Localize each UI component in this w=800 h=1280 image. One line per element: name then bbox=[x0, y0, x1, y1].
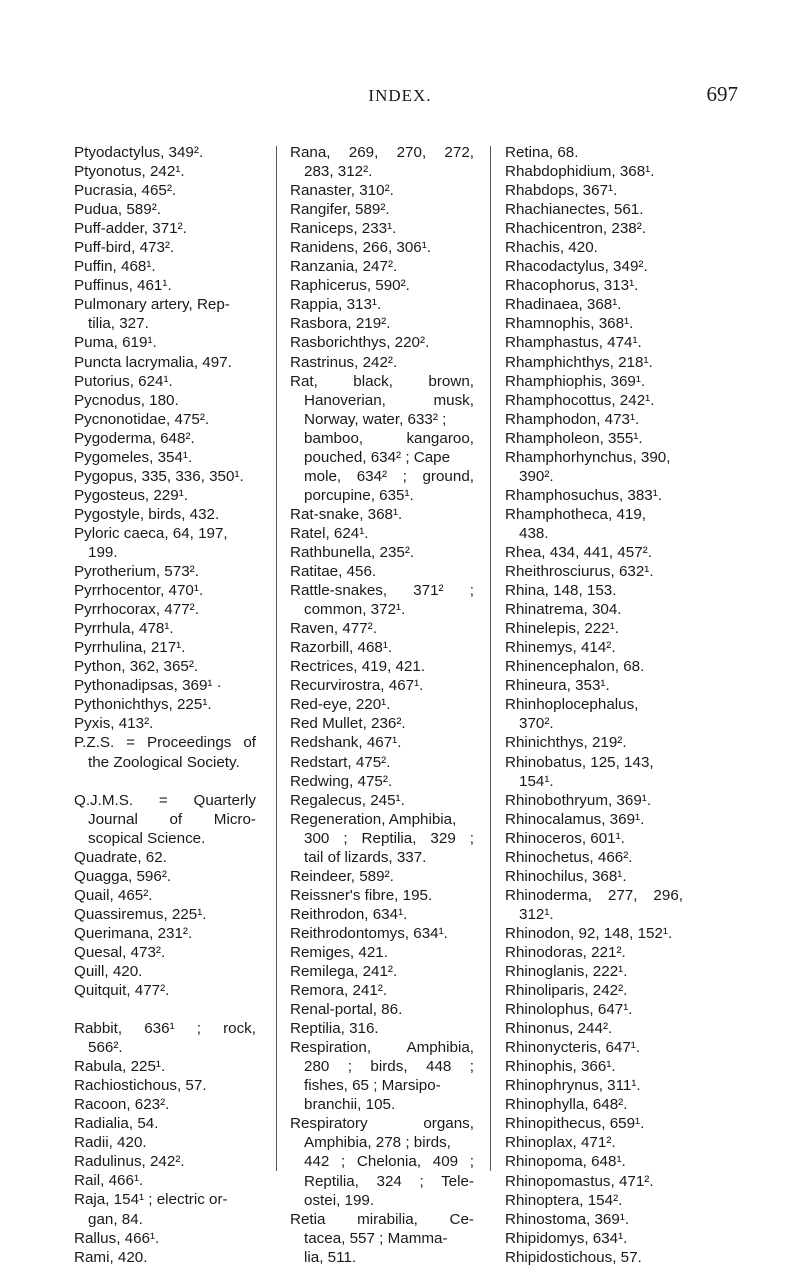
index-entry-continuation: 312¹. bbox=[519, 905, 554, 923]
index-entry: Rhamphotheca, 419, bbox=[505, 505, 647, 523]
index-entry: Quill, 420. bbox=[74, 962, 143, 980]
index-entry-continuation: 300 ; Reptilia, 329 ; bbox=[304, 829, 474, 847]
index-entry-continuation: the Zoological Society. bbox=[88, 753, 240, 771]
index-entry: Puma, 619¹. bbox=[74, 334, 157, 352]
index-entry: Quadrate, 62. bbox=[74, 848, 167, 866]
index-entry: Reindeer, 589². bbox=[290, 867, 394, 885]
index-entry: Razorbill, 468¹. bbox=[290, 639, 393, 657]
index-entry: Rhinocalamus, 369¹. bbox=[505, 810, 645, 828]
index-entry: Rhinophis, 366¹. bbox=[505, 1058, 616, 1076]
index-entry: Red Mullet, 236². bbox=[290, 715, 406, 733]
index-entry: Remiges, 421. bbox=[290, 943, 388, 961]
index-entry: Pyrrhocorax, 477². bbox=[74, 601, 199, 619]
index-entry: Pyloric caeca, 64, 197, bbox=[74, 524, 228, 542]
index-entry: Rhinichthys, 219². bbox=[505, 734, 627, 752]
index-entry: Raniceps, 233¹. bbox=[290, 220, 397, 238]
page-number: 697 bbox=[706, 82, 738, 106]
index-entry: Rana, 269, 270, 272, bbox=[290, 144, 474, 161]
index-entry: Rhabdops, 367¹. bbox=[505, 182, 618, 200]
index-entry: Ranaster, 310². bbox=[290, 182, 394, 200]
index-entry: Raja, 154¹ ; electric or- bbox=[74, 1191, 228, 1209]
index-entry: Reithrodon, 634¹. bbox=[290, 905, 408, 923]
index-entry: Rhinemys, 414². bbox=[505, 639, 616, 657]
index-entry: Rhinodoras, 221². bbox=[505, 943, 626, 961]
index-entry: Respiration, Amphibia, bbox=[290, 1039, 474, 1057]
index-entry: Rhinoderma, 277, 296, bbox=[505, 886, 683, 904]
index-entry-continuation: lia, 511. bbox=[304, 1248, 357, 1266]
index-entry: Rhipidostichous, 57. bbox=[505, 1248, 642, 1266]
index-entry: Quassiremus, 225¹. bbox=[74, 905, 207, 923]
index-entry-continuation: Reptilia, 324 ; Tele- bbox=[304, 1172, 474, 1190]
index-entry-continuation: Hanoverian, musk, bbox=[304, 391, 474, 409]
index-column-3 bbox=[505, 143, 683, 1267]
index-entry: Querimana, 231². bbox=[74, 924, 193, 942]
index-entry-continuation: ostei, 199. bbox=[304, 1191, 375, 1209]
index-entry: Rhinatrema, 304. bbox=[505, 601, 622, 619]
page-title: INDEX. bbox=[368, 86, 432, 105]
index-entry: Rhachis, 420. bbox=[505, 239, 598, 257]
index-entry: Rhamphodon, 473¹. bbox=[505, 410, 640, 428]
index-entry: Rhinhoplocephalus, bbox=[505, 696, 639, 714]
index-entry: Rhachianectes, 561. bbox=[505, 201, 644, 219]
index-entry: Rhinoplax, 471². bbox=[505, 1134, 616, 1152]
index-entry: Rasborichthys, 220². bbox=[290, 334, 430, 352]
index-entry: Pyrrhulina, 217¹. bbox=[74, 639, 186, 657]
index-entry: Racoon, 623². bbox=[74, 1096, 170, 1114]
index-column-2 bbox=[290, 143, 474, 1267]
index-entry: Regeneration, Amphibia, bbox=[290, 810, 457, 828]
index-entry: Rhinolophus, 647¹. bbox=[505, 1001, 633, 1019]
index-entry: Rail, 466¹. bbox=[74, 1172, 144, 1190]
index-entry: Ptyonotus, 242¹. bbox=[74, 163, 185, 181]
index-entry: Rhinoceros, 601¹. bbox=[505, 829, 625, 847]
index-entry: Rhinonycteris, 647¹. bbox=[505, 1039, 641, 1057]
index-entry: Ratel, 624¹. bbox=[290, 524, 369, 542]
index-entry: Radialia, 54. bbox=[74, 1115, 159, 1133]
index-entry: Rachiostichous, 57. bbox=[74, 1077, 207, 1095]
index-entry: Reptilia, 316. bbox=[290, 1020, 379, 1038]
index-entry: Rhamphocottus, 242¹. bbox=[505, 391, 655, 409]
index-entry-continuation: 438. bbox=[519, 524, 549, 542]
index-entry: Rhamphorhynchus, 390, bbox=[505, 448, 671, 466]
index-entry-continuation: branchii, 105. bbox=[304, 1096, 396, 1114]
index-entry: Redwing, 475². bbox=[290, 772, 393, 790]
index-entry: Rheithrosciurus, 632¹. bbox=[505, 563, 654, 581]
index-entry: Pygopus, 335, 336, 350¹. bbox=[74, 467, 244, 485]
index-entry: Rhamphastus, 474¹. bbox=[505, 334, 642, 352]
index-entry: Pyrrhula, 478¹. bbox=[74, 620, 174, 638]
index-entry: Rallus, 466¹. bbox=[74, 1229, 160, 1247]
column-divider bbox=[276, 146, 277, 1171]
index-entry: Q.J.M.S. = Quarterly bbox=[74, 791, 256, 809]
index-entry: Rabbit, 636¹ ; rock, bbox=[74, 1020, 256, 1038]
index-entry: Rabula, 225¹. bbox=[74, 1058, 166, 1076]
index-entry: Rhacodactylus, 349². bbox=[505, 258, 648, 276]
index-entry: Ranidens, 266, 306¹. bbox=[290, 239, 432, 257]
index-entry-continuation: Journal of Micro- bbox=[88, 810, 256, 828]
index-entry: Rectrices, 419, 421. bbox=[290, 658, 426, 676]
index-entry: Rasbora, 219². bbox=[290, 315, 391, 333]
index-entry: Remilega, 241². bbox=[290, 963, 398, 981]
index-entry: Pulmonary artery, Rep- bbox=[74, 296, 230, 314]
index-entry-continuation: 566². bbox=[88, 1039, 123, 1057]
index-entry: Redstart, 475². bbox=[290, 753, 391, 771]
index-entry: Renal-portal, 86. bbox=[290, 1001, 403, 1019]
index-entry: Red-eye, 220¹. bbox=[290, 696, 391, 714]
index-entry: Pygoderma, 648². bbox=[74, 429, 195, 447]
index-entry: Pyxis, 413². bbox=[74, 715, 154, 733]
index-entry: Pycnodus, 180. bbox=[74, 391, 179, 409]
index-entry: Ratitae, 456. bbox=[290, 563, 377, 581]
index-entry-continuation: 154¹. bbox=[519, 772, 554, 790]
index-entry: Rhina, 148, 153. bbox=[505, 582, 617, 600]
index-entry: Puff-adder, 371². bbox=[74, 220, 187, 238]
index-entry: Rathbunella, 235². bbox=[290, 543, 415, 561]
index-entry: Rhinophylla, 648². bbox=[505, 1096, 628, 1114]
index-entry: Pythonadipsas, 369¹ · bbox=[74, 677, 222, 695]
index-entry-continuation: mole, 634² ; ground, bbox=[304, 467, 474, 485]
index-entry: Puffin, 468¹. bbox=[74, 258, 156, 276]
index-entry: Retia mirabilia, Ce- bbox=[290, 1210, 474, 1228]
index-entry-continuation: tacea, 557 ; Mamma- bbox=[304, 1229, 448, 1247]
index-entry: Retina, 68. bbox=[505, 144, 579, 161]
index-entry: Python, 362, 365². bbox=[74, 658, 199, 676]
index-entry: Puff-bird, 473². bbox=[74, 239, 175, 257]
index-entry: Pycnonotidae, 475². bbox=[74, 410, 210, 428]
index-entry: P.Z.S. = Proceedings of bbox=[74, 734, 256, 752]
index-entry-continuation: gan, 84. bbox=[88, 1210, 143, 1228]
index-entry-continuation: 283, 312². bbox=[304, 163, 373, 181]
index-entry: Rhinonus, 244². bbox=[505, 1020, 613, 1038]
index-entry: Rhinelepis, 222¹. bbox=[505, 620, 619, 638]
index-entry-continuation: scopical Science. bbox=[88, 829, 206, 847]
index-entry: Pygostyle, birds, 432. bbox=[74, 505, 220, 523]
index-entry-continuation: 370². bbox=[519, 715, 554, 733]
index-entry: Quitquit, 477². bbox=[74, 982, 170, 1000]
index-entry: Rhineura, 353¹. bbox=[505, 677, 610, 695]
index-entry: Rappia, 313¹. bbox=[290, 296, 382, 314]
index-entry: Rhampholeon, 355¹. bbox=[505, 429, 643, 447]
index-entry: Rangifer, 589². bbox=[290, 201, 390, 219]
index-entry: Rhinoglanis, 222¹. bbox=[505, 963, 628, 981]
index-entry: Puffinus, 461¹. bbox=[74, 277, 172, 295]
index-entry: Rhinodon, 92, 148, 152¹. bbox=[505, 924, 673, 942]
index-entry: Rhipidomys, 634¹. bbox=[505, 1229, 628, 1247]
index-entry: Pucrasia, 465². bbox=[74, 182, 177, 200]
index-entry: Redshank, 467¹. bbox=[290, 734, 402, 752]
index-entry: Radii, 420. bbox=[74, 1134, 147, 1152]
index-entry: Rhinopomastus, 471². bbox=[505, 1172, 654, 1190]
index-entry-continuation: tilia, 327. bbox=[88, 315, 149, 333]
index-entry: Rhinochilus, 368¹. bbox=[505, 867, 627, 885]
column-divider bbox=[490, 146, 491, 1171]
index-entry-continuation: 442 ; Chelonia, 409 ; bbox=[304, 1153, 474, 1171]
index-entry: Rhinopithecus, 659¹. bbox=[505, 1115, 645, 1133]
index-entry: Pyrrhocentor, 470¹. bbox=[74, 582, 204, 600]
index-entry: Raphicerus, 590². bbox=[290, 277, 410, 295]
index-entry: Rhinochetus, 466². bbox=[505, 848, 633, 866]
index-entry: Recurvirostra, 467¹. bbox=[290, 677, 424, 695]
index-entry: Rhabdophidium, 368¹. bbox=[505, 163, 655, 181]
index-entry: Rhinopoma, 648¹. bbox=[505, 1153, 626, 1171]
index-column-1 bbox=[74, 143, 256, 1267]
index-entry: Radulinus, 242². bbox=[74, 1153, 185, 1171]
index-entry: Rhea, 434, 441, 457². bbox=[505, 543, 652, 561]
index-entry: Quesal, 473². bbox=[74, 943, 166, 961]
index-entry: Rhinophrynus, 311¹. bbox=[505, 1077, 641, 1095]
index-entry: Rhinostoma, 369¹. bbox=[505, 1210, 630, 1228]
index-entry: Rat-snake, 368¹. bbox=[290, 505, 403, 523]
index-entry: Rattle-snakes, 371² ; bbox=[290, 582, 474, 600]
index-entry: Rhamphosuchus, 383¹. bbox=[505, 486, 663, 504]
index-entry: Pudua, 589². bbox=[74, 201, 161, 219]
index-entry-continuation: 199. bbox=[88, 543, 118, 561]
index-entry: Pyrotherium, 573². bbox=[74, 563, 199, 581]
index-entry: Putorius, 624¹. bbox=[74, 372, 173, 390]
index-entry: Rhinobothryum, 369¹. bbox=[505, 791, 652, 809]
index-entry-continuation: pouched, 634² ; Cape bbox=[304, 448, 451, 466]
index-entry-continuation: fishes, 65 ; Marsipo- bbox=[304, 1077, 441, 1095]
index-entry: Reithrodontomys, 634¹. bbox=[290, 924, 448, 942]
index-entry: Pygomeles, 354¹. bbox=[74, 448, 193, 466]
index-entry-continuation: common, 372¹. bbox=[304, 601, 406, 619]
index-entry: Rhinencephalon, 68. bbox=[505, 658, 645, 676]
index-entry: Rhamphiophis, 369¹. bbox=[505, 372, 646, 390]
index-entry-continuation: tail of lizards, 337. bbox=[304, 848, 427, 866]
index-entry: Rhamnophis, 368¹. bbox=[505, 315, 634, 333]
index-entry: Pythonichthys, 225¹. bbox=[74, 696, 212, 714]
index-entry: Rhadinaea, 368¹. bbox=[505, 296, 622, 314]
index-entry: Rhinoliparis, 242². bbox=[505, 982, 628, 1000]
index-entry: Reissner's fibre, 195. bbox=[290, 886, 433, 904]
index-entry: Quagga, 596². bbox=[74, 867, 172, 885]
index-entry: Rhachicentron, 238². bbox=[505, 220, 646, 238]
index-entry: Ranzania, 247². bbox=[290, 258, 398, 276]
page-header bbox=[0, 82, 800, 116]
index-entry-continuation: bamboo, kangaroo, bbox=[304, 429, 474, 447]
index-entry-continuation: Norway, water, 633² ; bbox=[304, 410, 447, 428]
index-entry: Rami, 420. bbox=[74, 1248, 148, 1266]
index-entry: Pygosteus, 229¹. bbox=[74, 486, 188, 504]
index-entry: Puncta lacrymalia, 497. bbox=[74, 353, 232, 371]
index-entry: Regalecus, 245¹. bbox=[290, 791, 405, 809]
index-entry-continuation: 390². bbox=[519, 467, 554, 485]
index-entry: Respiratory organs, bbox=[290, 1115, 474, 1133]
index-entry: Raven, 477². bbox=[290, 620, 377, 638]
index-entry: Rhinobatus, 125, 143, bbox=[505, 753, 654, 771]
index-entry-continuation: porcupine, 635¹. bbox=[304, 486, 414, 504]
index-entry: Rhamphichthys, 218¹. bbox=[505, 353, 653, 371]
index-entry: Remora, 241². bbox=[290, 982, 388, 1000]
index-entry: Rhacophorus, 313¹. bbox=[505, 277, 639, 295]
index-entry: Rhinoptera, 154². bbox=[505, 1191, 623, 1209]
index-entry: Rat, black, brown, bbox=[290, 372, 474, 390]
index-entry: Ptyodactylus, 349². bbox=[74, 144, 204, 161]
index-entry: Quail, 465². bbox=[74, 886, 153, 904]
index-entry: Rastrinus, 242². bbox=[290, 353, 398, 371]
index-entry-continuation: Amphibia, 278 ; birds, bbox=[304, 1134, 451, 1152]
index-entry-continuation: 280 ; birds, 448 ; bbox=[304, 1058, 474, 1076]
